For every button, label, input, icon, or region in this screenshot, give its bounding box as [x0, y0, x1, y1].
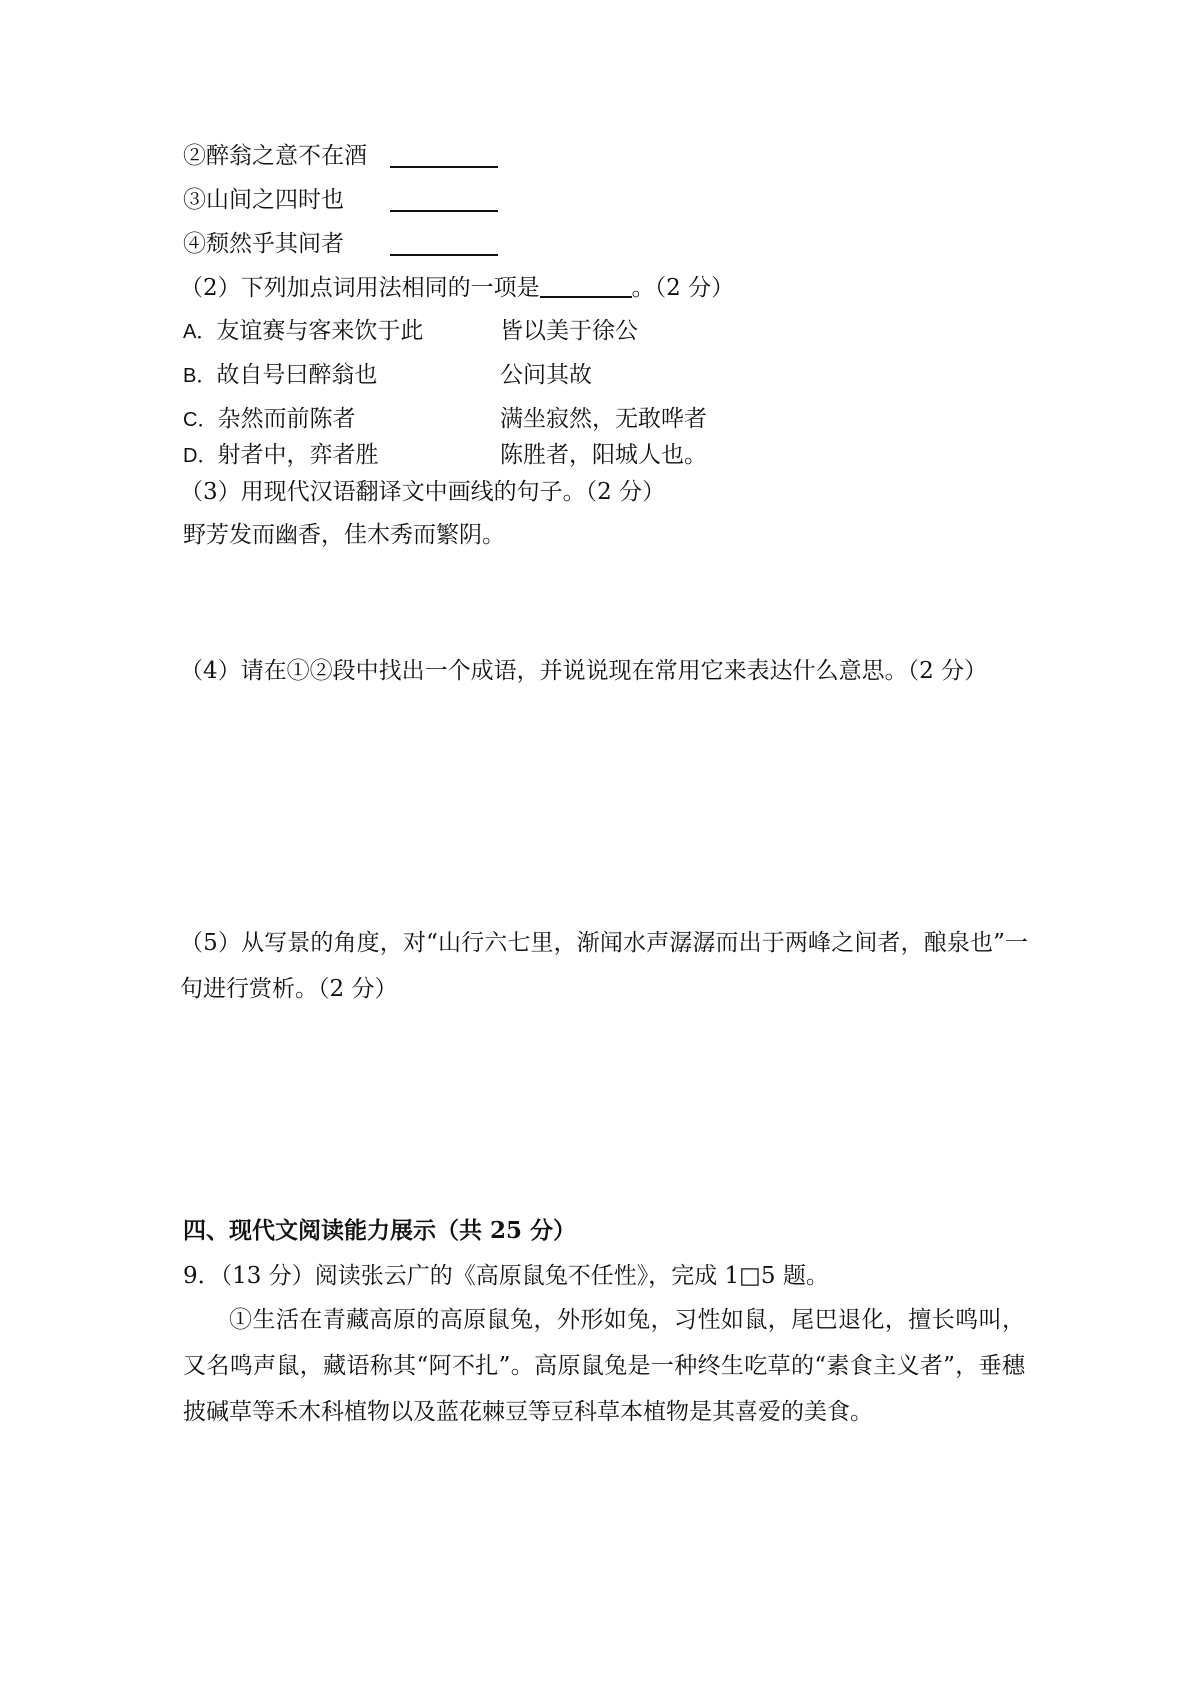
q2-option-b-right: 公问其故 — [500, 362, 592, 388]
q1-item-4: ④颓然乎其间者 — [183, 231, 344, 257]
q3-sentence: 野芳发而幽香，佳木秀而繁阴。 — [183, 522, 505, 548]
q2-option-d-right: 陈胜者，阳城人也。 — [500, 442, 707, 468]
option-letter: D． — [183, 445, 218, 467]
q1-item-2: ②醉翁之意不在酒 — [183, 143, 367, 169]
q4-prompt: （4）请在①②段中找出一个成语，并说说现在常用它来表达什么意思。（2 分） — [180, 658, 988, 684]
q2-option-a-right: 皆以美于徐公 — [500, 318, 638, 344]
q2-option-b — [183, 360, 377, 391]
q2-option-c-right: 满坐寂然，无敢哗者 — [500, 406, 707, 432]
q9-intro: 9．（13 分）阅读张云广的《高原鼠兔不任性》，完成 1□5 题。 — [183, 1263, 829, 1289]
q2-prompt-text: （2）下列加点词用法相同的一项是 — [180, 275, 540, 301]
option-left-text: 友谊赛与客来饮于此 — [216, 318, 424, 344]
q2-answer-blank[interactable] — [540, 274, 632, 298]
q1-item-3: ③山间之四时也 — [183, 187, 344, 213]
option-left-text: 杂然而前陈者 — [217, 406, 356, 432]
q1-answer-blank-2[interactable] — [390, 166, 498, 168]
q2-option-c — [183, 404, 355, 435]
q2-option-d — [183, 440, 378, 471]
option-left-text: 故自号曰醉翁也 — [216, 362, 378, 388]
q2-prompt-suffix: 。（2 分） — [631, 275, 735, 301]
q5-prompt: （5）从写景的角度，对“山行六七里，渐闻水声潺潺而出于两峰之间者，酿泉也”一句进行赏析。（2 分） — [180, 930, 1028, 1002]
option-letter: B． — [183, 365, 217, 387]
option-letter: A． — [183, 321, 217, 343]
q2-option-a — [183, 316, 423, 347]
q1-answer-blank-3[interactable] — [390, 210, 498, 212]
option-letter: C． — [183, 409, 218, 431]
section-heading: 四、现代文阅读能力展示（共 25 分） — [183, 1217, 577, 1244]
option-left-text: 射者中，弈者胜 — [217, 442, 379, 468]
passage-paragraph-1: ①生活在青藏高原的高原鼠兔，外形如兔，习性如鼠，尾巴退化，擅长鸣叫，又名鸣声鼠，藏语称其“阿不扎”。高原鼠兔是一种终生吃草的“素食主义者”，垂穗披碱草等禾木科植物以及蓝花棘豆等豆科草本植物是其喜爱的美食。 — [183, 1307, 1025, 1425]
q2-prompt — [180, 273, 734, 303]
q3-prompt: （3）用现代汉语翻译文中画线的句子。（2 分） — [180, 479, 666, 505]
q1-answer-blank-4[interactable] — [390, 254, 498, 256]
